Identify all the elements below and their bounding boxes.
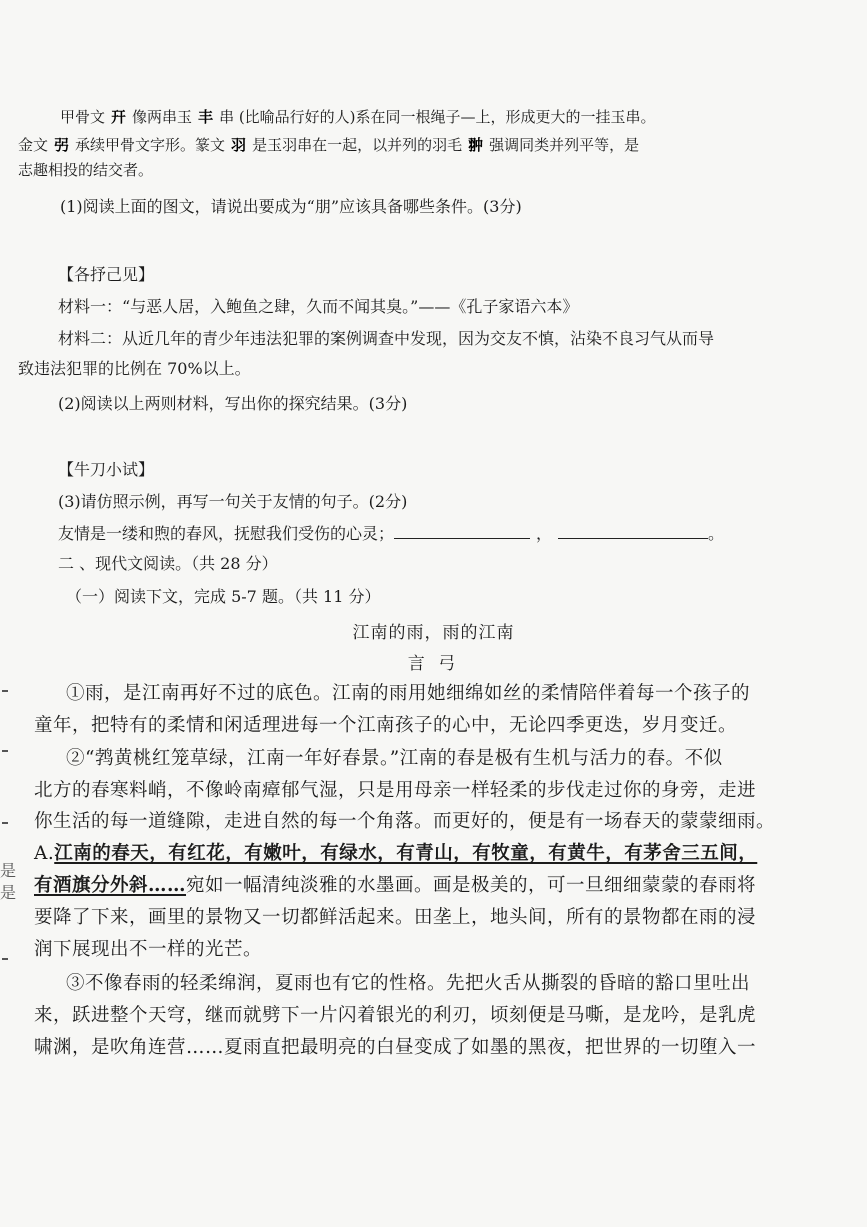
material-2-line-a [58,326,714,349]
paragraph-2-line-b [34,776,756,802]
paragraph-1-line-b [34,711,737,737]
paragraph-2-text-a: ②“鹁黄桃红笼草绿，江南一年好春景。”江南的春是极有生机与活力的春。不似 [66,748,723,769]
part-two-heading-text: 二 、现代文阅读。（共 28 分） [58,554,278,573]
oracle-line-2 [18,134,639,155]
oracle-text-3: 志趣相投的结交者。 [18,161,154,179]
oracle-glyph-5: 翀 [468,136,484,154]
friendship-example [58,521,724,544]
paragraph-3-line-c [34,1033,756,1059]
paragraph-1-text-a: ①雨，是江南再好不过的底色。江南的雨用她细绵如丝的柔情陪伴着每一个孩子的 [66,683,751,704]
paragraph-3-text-c: 啸渊，是吹角连营……夏雨直把最明亮的白昼变成了如墨的黑夜，把世界的一切堕入一 [34,1037,757,1058]
section-heading-trial [58,457,154,480]
article-author-text: 言 弓 [407,654,460,674]
question-3-text: (3)请仿照示例，再写一句关于友情的句子。(2分) [58,492,408,511]
oracle-glyph-3: 弜 [54,136,70,154]
margin-tick-1 [2,690,8,692]
question-2 [58,391,407,414]
answer-blank-2[interactable] [558,524,708,539]
paragraph-2-text-b: 北方的春寒料峭，不像岭南瘴郁气湿，只是用母亲一样轻柔的步伐走过你的身旁，走进 [34,780,757,801]
article-author [0,649,867,674]
paragraph-2-line-f [34,903,756,929]
oracle-line-1 [60,106,656,127]
oracle-label-jiagu: 甲骨文 [60,108,106,126]
question-1-text: (1)阅读上面的图文，请说出要成为“朋”应该具备哪些条件。(3分) [60,197,522,216]
oracle-glyph-1: 幵 [111,108,127,126]
paragraph-3-line-b [34,1001,756,1027]
paragraph-1-text-b: 童年，把特有的柔情和闲适理进每一个江南孩子的心中，无论四季更迭，岁月变迁。 [34,715,738,736]
sentence-a-underlined: 江南的春天，有红花，有嫩叶，有绿水，有青山，有牧童，有黄牛，有茅舍三五间， [54,843,758,864]
oracle-label-jinwen: 金文 [18,136,49,154]
article-title-text: 江南的雨，雨的江南 [352,623,515,643]
section-heading-trial-text: 【牛刀小试】 [58,460,155,479]
paragraph-2-line-e [34,871,756,897]
paragraph-2-line-g [34,935,262,961]
margin-char-1: 是 [0,861,17,880]
margin-tick-4 [2,958,8,960]
material-2-line-b [18,356,251,379]
paragraph-2-text-e: 宛如一幅清纯淡雅的水墨画。画是极美的，可一旦细细蒙蒙的春雨将 [186,875,757,896]
oracle-line-3 [18,159,153,180]
friendship-example-text: 友情是一缕和煦的春风，抚慰我们受伤的心灵； [58,524,395,543]
oracle-glyph-4: 羽 [231,136,247,154]
oracle-text-2b: 承续甲骨文字形。篆文 [75,136,226,154]
answer-blank-1[interactable] [394,524,530,539]
paragraph-1-line-a [66,679,750,705]
sentence-a-label: A. [34,843,55,864]
margin-char-2: 是 [0,883,17,902]
paragraph-2-line-a [66,744,723,770]
material-2-text-b: 致违法犯罪的比例在 70%以上。 [18,359,251,378]
section-heading-views [58,262,154,285]
material-1 [58,294,578,317]
part-two-heading [58,551,278,574]
paragraph-2-text-c: 你生活的每一道缝隙，走进自然的每一个角落。而更好的，便是有一场春天的蒙蒙细雨。 [34,811,776,832]
oracle-text-2d: 强调同类并列平等，是 [489,136,640,154]
paragraph-2-text-g: 润下展现出不一样的光芒。 [34,939,263,960]
sub-section-1-text: （一）阅读下文，完成 5-7 题。（共 11 分） [66,587,381,606]
paragraph-2-line-c [34,807,775,833]
paragraph-3-text-b: 来，跃进整个天穹，继而就劈下一片闪着银光的利刃，顷刻便是马嘶，是龙吟，是乳虎 [34,1005,757,1026]
question-1 [60,194,522,217]
sentence-a-underlined-end: 有酒旗分外斜…… [34,875,187,896]
margin-tick-2 [2,750,8,752]
oracle-glyph-2: 丰 [198,108,214,126]
oracle-text-2c: 是玉羽串在一起，以并列的羽毛 [252,136,463,154]
blank-period: 。 [708,524,725,543]
paragraph-2-text-f: 要降了下来，画里的景物又一切都鲜活起来。田垄上，地头间，所有的景物都在雨的浸 [34,907,757,928]
material-2-text-a: 材料二：从近几年的青少年违法犯罪的案例调查中发现，因为交友不慎，沾染不良习气从而导 [58,329,715,348]
paragraph-3-text-a: ③不像春雨的轻柔绵润，夏雨也有它的性格。先把火舌从撕裂的昏暗的豁口里吐出 [66,973,751,994]
margin-tick-3 [2,822,8,824]
blank-separator: ， [536,524,553,543]
question-2-text: (2)阅读以上两则材料，写出你的探究结果。(3分) [58,394,408,413]
material-1-text: 材料一：“与恶人居，入鲍鱼之肆，久而不闻其臭。”——《孔子家语六本》 [58,297,579,316]
oracle-text-1c: 串 (比喻品行好的人)系在同一根绳子—上，形成更大的一挂玉串。 [219,108,656,126]
paragraph-3-line-a [66,969,750,995]
paragraph-2-line-d [34,839,757,865]
section-heading-views-text: 【各抒己见】 [58,265,155,284]
sub-section-1 [66,584,380,607]
question-3 [58,489,407,512]
article-title [0,618,867,643]
oracle-text-1b: 像两串玉 [132,108,193,126]
